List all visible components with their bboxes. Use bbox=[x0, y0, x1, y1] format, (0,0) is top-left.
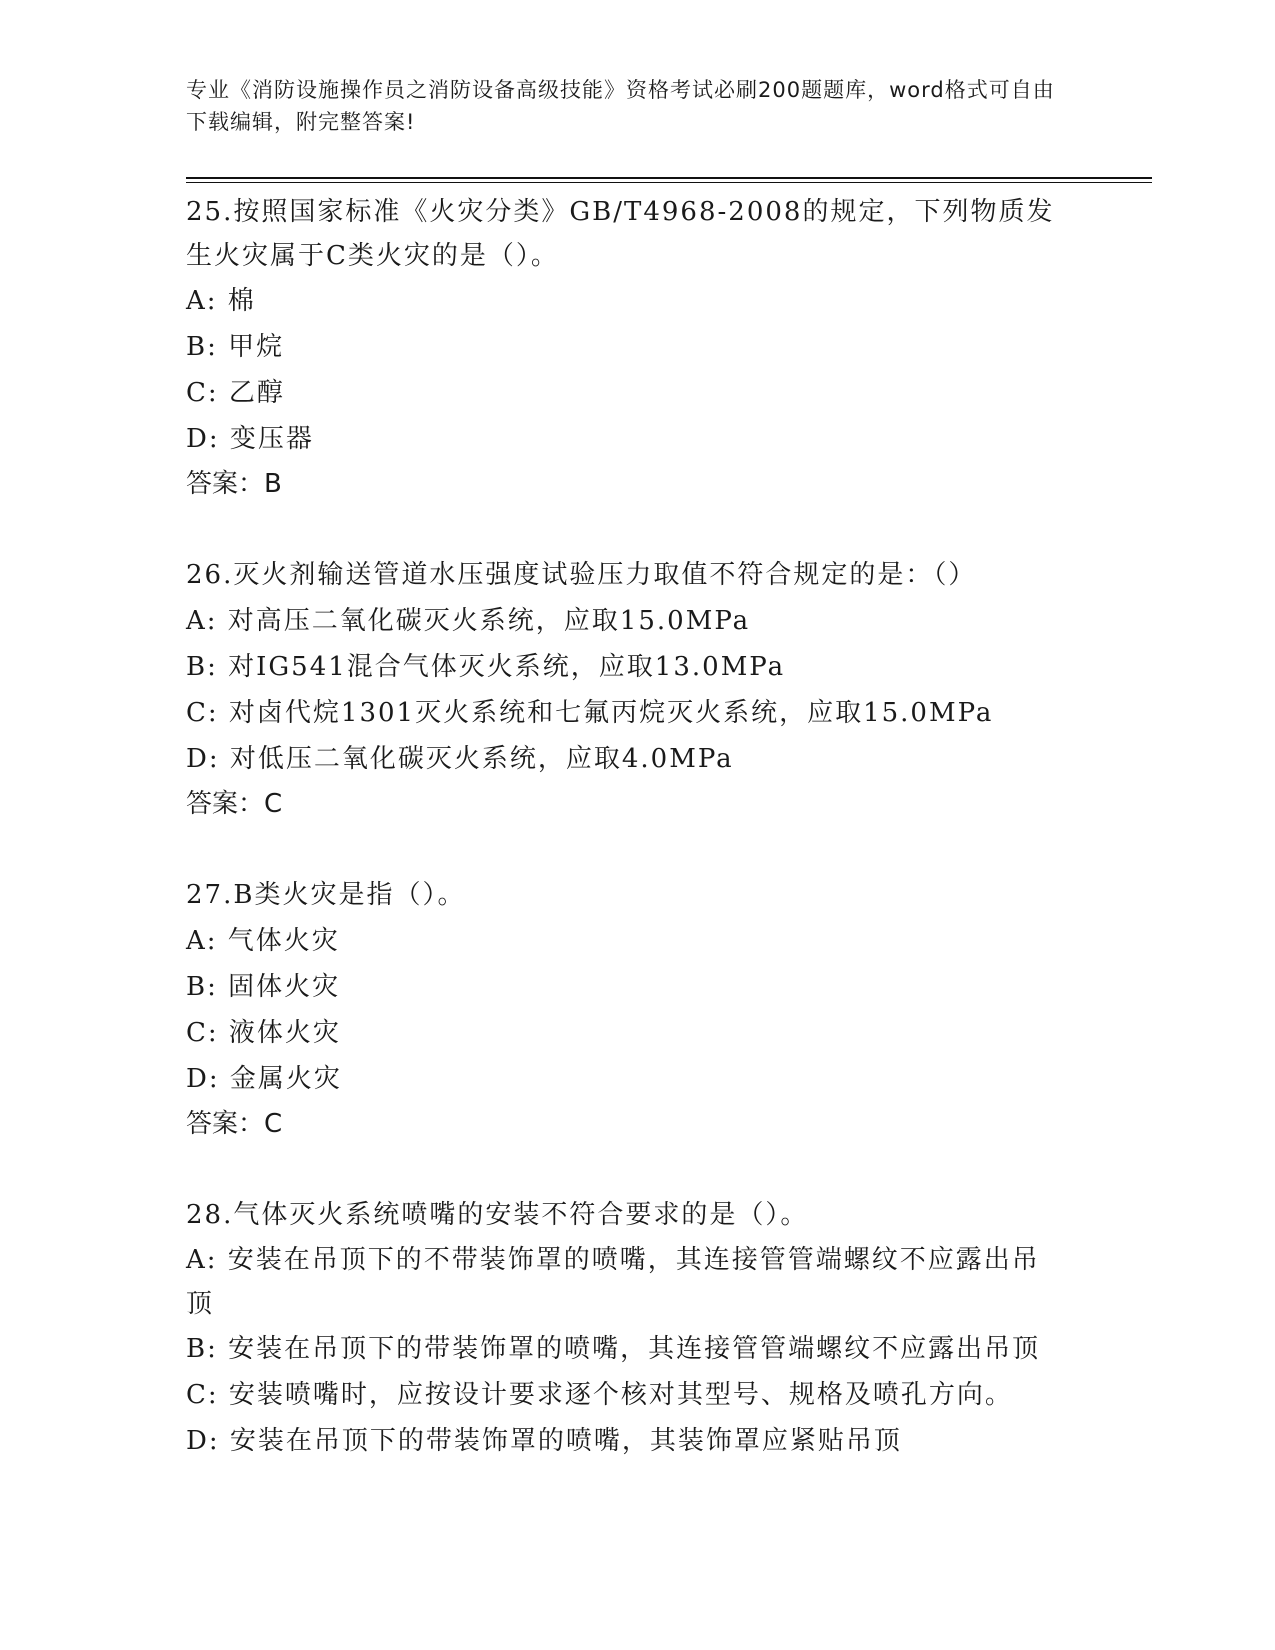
answer-value: C bbox=[264, 789, 283, 819]
option-b: B: 对IG541混合气体灭火系统，应取13.0MPa bbox=[186, 652, 786, 682]
option-a: A: 安装在吊顶下的不带装饰罩的喷嘴，其连接管管端螺纹不应露出吊顶 bbox=[186, 1245, 1040, 1319]
option-c: C: 对卤代烷1301灭火系统和七氟丙烷灭火系统，应取15.0MPa bbox=[186, 698, 994, 728]
answer-label: 答案： bbox=[186, 1109, 265, 1139]
answer bbox=[186, 782, 1066, 826]
option-c: C: 乙醇 bbox=[186, 378, 285, 408]
option-d: D: 对低压二氧化碳灭火系统，应取4.0MPa bbox=[186, 744, 734, 774]
option-b: B: 固体火灾 bbox=[186, 972, 341, 1002]
option-c: C: 安装喷嘴时，应按设计要求逐个核对其型号、规格及喷孔方向。 bbox=[186, 1380, 1013, 1410]
question-title: 27.B类火灾是指（）。 bbox=[186, 880, 466, 910]
option-c: C: 液体火灾 bbox=[186, 1018, 341, 1048]
option-d: D: 变压器 bbox=[186, 424, 314, 454]
option-a: A: 气体火灾 bbox=[186, 926, 340, 956]
option-d: D: 金属火灾 bbox=[186, 1064, 342, 1094]
option-d: D: 安装在吊顶下的带装饰罩的喷嘴，其装饰罩应紧贴吊顶 bbox=[186, 1426, 902, 1456]
header-rule-thick bbox=[186, 177, 1152, 179]
answer bbox=[186, 462, 1066, 506]
answer-value: B bbox=[264, 469, 282, 499]
question-list bbox=[186, 190, 1066, 1510]
question-title: 28.气体灭火系统喷嘴的安装不符合要求的是（）。 bbox=[186, 1200, 809, 1230]
option-b: B: 安装在吊顶下的带装饰罩的喷嘴，其连接管管端螺纹不应露出吊顶 bbox=[186, 1334, 1041, 1364]
answer-label: 答案： bbox=[186, 789, 265, 819]
header-rule-thin bbox=[186, 182, 1152, 183]
question-title: 25.按照国家标准《火灾分类》GB/T4968-2008的规定，下列物质发生火灾属于C类火灾的是（）。 bbox=[186, 197, 1055, 271]
question-25 bbox=[186, 190, 1066, 506]
question-27 bbox=[186, 872, 1066, 1146]
option-a: A: 对高压二氧化碳灭火系统，应取15.0MPa bbox=[186, 606, 751, 636]
option-b: B: 甲烷 bbox=[186, 332, 285, 362]
answer-label: 答案： bbox=[186, 469, 265, 499]
question-26 bbox=[186, 552, 1066, 826]
question-title: 26.灭火剂输送管道水压强度试验压力取值不符合规定的是：（） bbox=[186, 560, 977, 590]
answer bbox=[186, 1102, 1066, 1146]
question-28 bbox=[186, 1192, 1066, 1464]
option-a: A: 棉 bbox=[186, 286, 256, 316]
answer-value: C bbox=[264, 1109, 283, 1139]
document-header: 专业《消防设施操作员之消防设备高级技能》资格考试必刷200题题库，word格式可自由下载编辑，附完整答案! bbox=[186, 78, 1055, 134]
